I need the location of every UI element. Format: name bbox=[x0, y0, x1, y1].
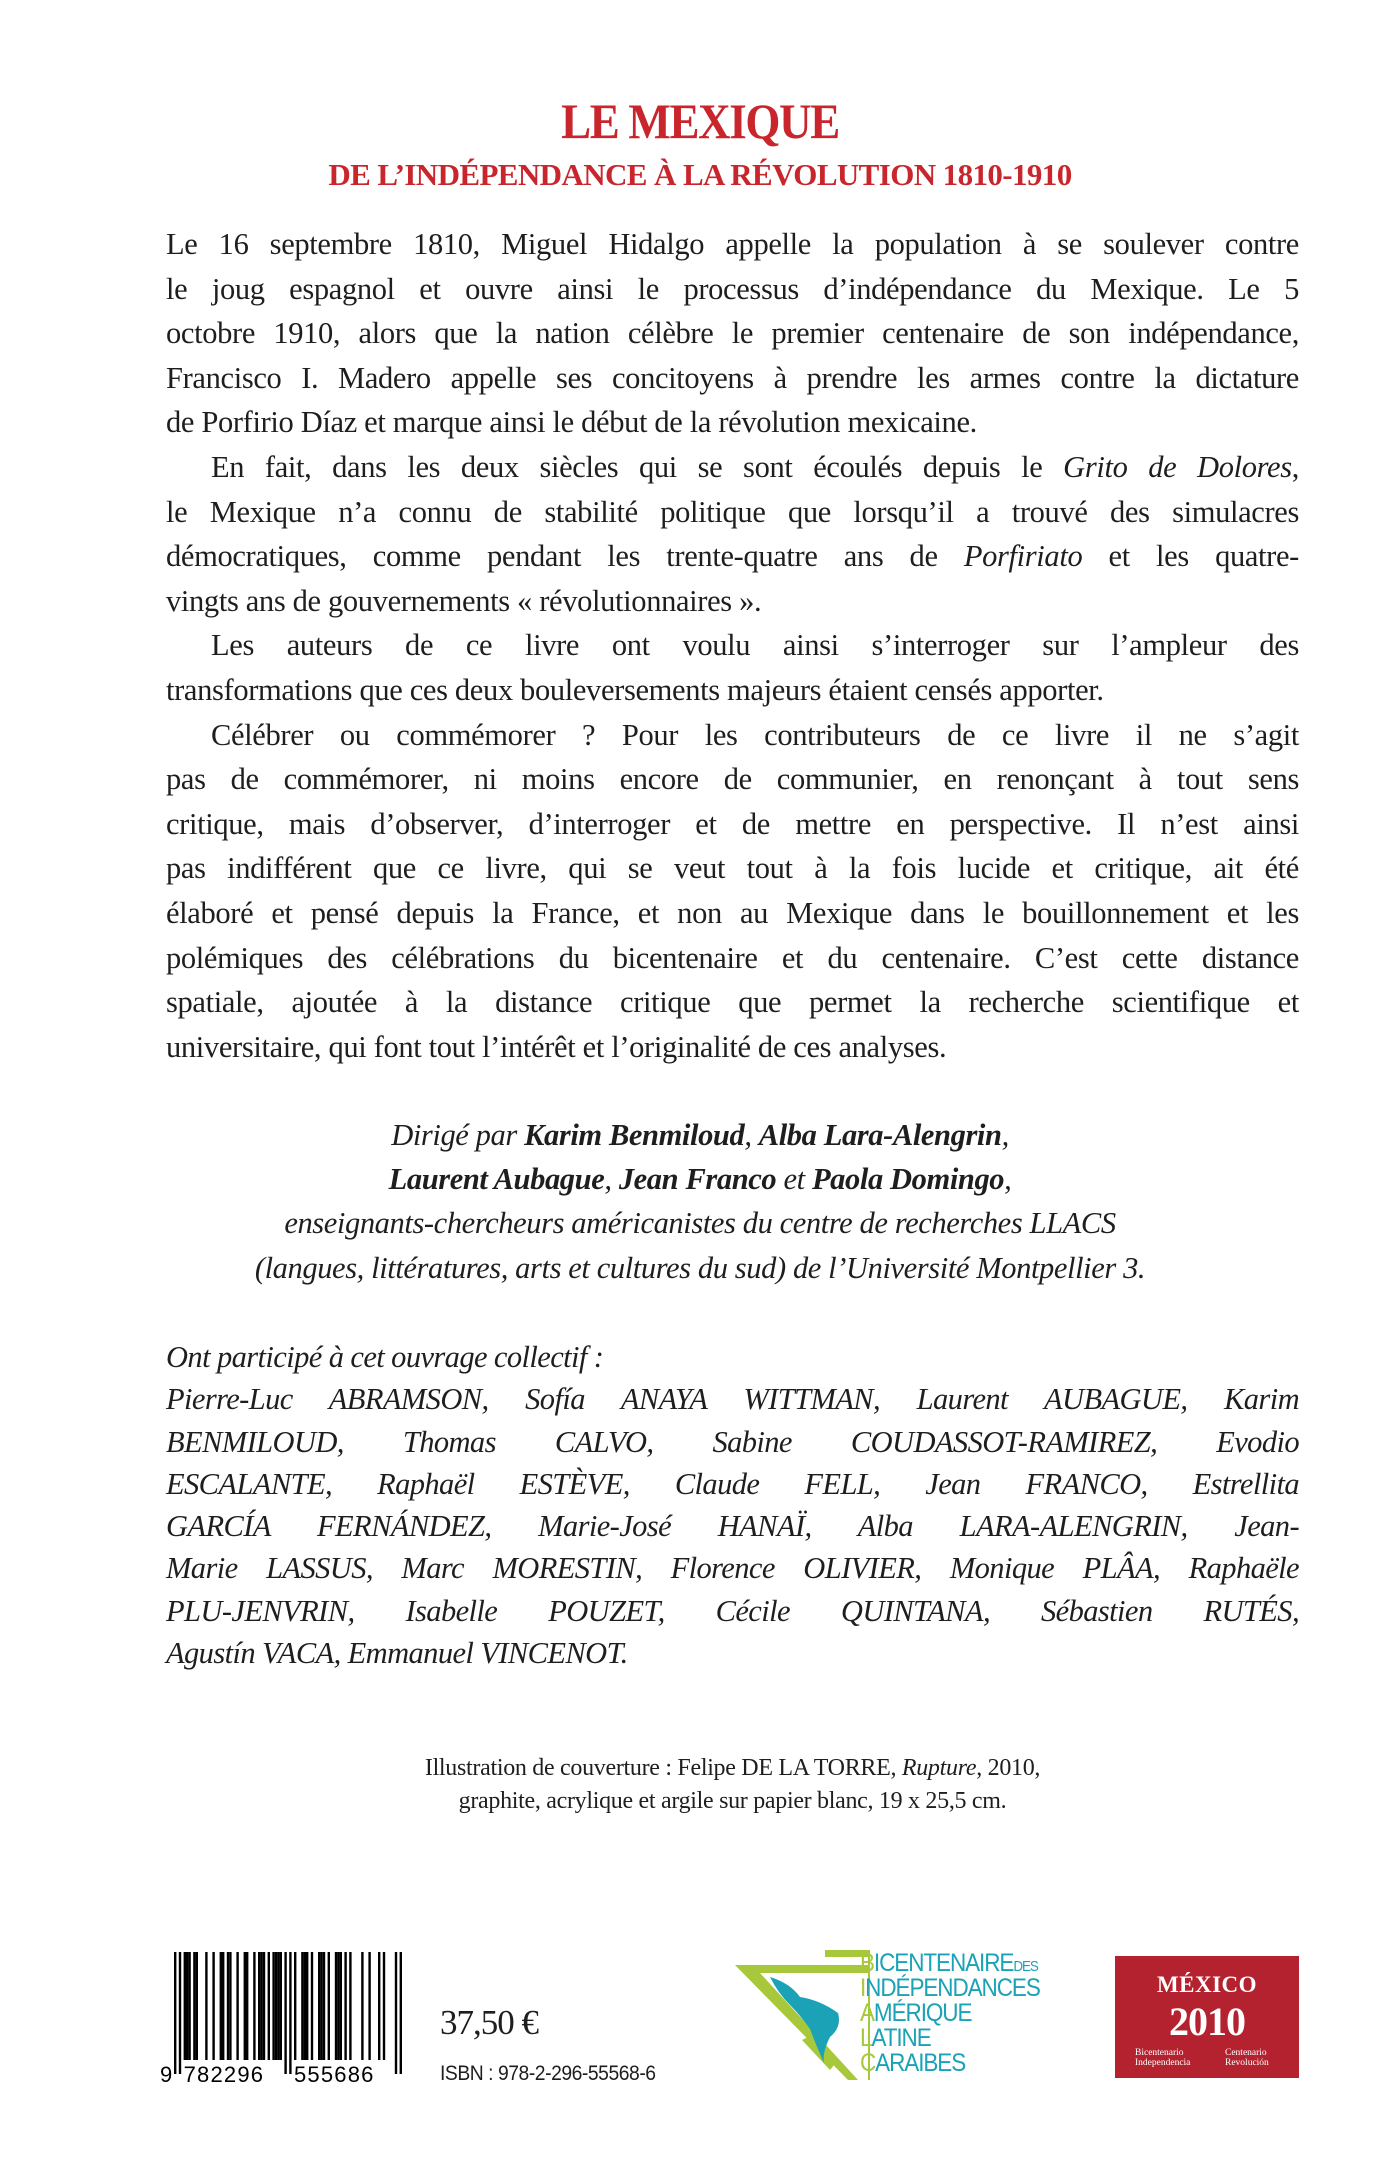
paragraph-line bbox=[166, 936, 1299, 981]
logo-initial: A bbox=[860, 1999, 874, 2027]
barcode-bar bbox=[344, 1952, 346, 2060]
editors-line bbox=[0, 1246, 1400, 1290]
logo-small: DES bbox=[1013, 1958, 1038, 1975]
mexico-logo-left-1: Bicentenario bbox=[1135, 2048, 1184, 2058]
text-run: , bbox=[1291, 449, 1299, 484]
text-run: Dirigé par bbox=[391, 1118, 525, 1152]
paragraph-line bbox=[166, 846, 1299, 891]
mexico-2010-logo bbox=[1115, 1956, 1299, 2078]
barcode-bar bbox=[323, 1952, 325, 2060]
paragraph-line bbox=[166, 267, 1299, 312]
contributors-line bbox=[166, 1421, 1299, 1463]
illustration-line bbox=[0, 1752, 1400, 1785]
mexico-logo-year: 2010 bbox=[1169, 1999, 1245, 2044]
barcode bbox=[160, 1952, 410, 2087]
barcode-bar bbox=[378, 1952, 380, 2060]
text-run: et bbox=[776, 1162, 812, 1197]
logo-word: MÉRIQUE bbox=[873, 1999, 972, 2027]
illustration-credit bbox=[0, 1752, 1400, 1818]
barcode-bar bbox=[335, 1952, 337, 2060]
text-run: Agustín VACA, Emmanuel VINCENOT. bbox=[166, 1636, 628, 1671]
text-run: ESCALANTE, Raphaël ESTÈVE, Claude FELL, Jean FRANCO, Estrellita bbox=[166, 1466, 1299, 1501]
barcode-bar bbox=[361, 1952, 363, 2060]
paragraph-line bbox=[166, 757, 1299, 802]
barcode-bar bbox=[301, 1952, 303, 2060]
mexico-logo-right-2: Revolución bbox=[1225, 2058, 1269, 2068]
contributors-line bbox=[166, 1336, 1299, 1378]
text-run: , bbox=[604, 1162, 619, 1197]
paragraph-line bbox=[166, 445, 1299, 490]
logo-word: NDÉPENDANCES bbox=[865, 1974, 1040, 2002]
bicentenaire-line bbox=[860, 2051, 965, 2079]
text-run: , 2010, bbox=[976, 1755, 1041, 1781]
barcode-bar bbox=[220, 1952, 222, 2060]
paragraph-line bbox=[166, 579, 1299, 624]
contributors-line bbox=[166, 1632, 1299, 1674]
text-run: pas indifférent que ce livre, qui se veut tout à la fois lucide et critique, ait été bbox=[166, 851, 1299, 886]
paragraph-line bbox=[166, 356, 1299, 401]
blurb-text bbox=[166, 222, 1299, 1069]
barcode-bar bbox=[349, 1952, 351, 2060]
barcode-bar bbox=[320, 1952, 322, 2060]
contributors-list bbox=[166, 1336, 1299, 1674]
text-run: graphite, acrylique et argile sur papier blanc, 19 x 25,5 cm. bbox=[458, 1788, 1007, 1814]
text-run: Pierre-Luc ABRAMSON, Sofía ANAYA WITTMAN, Laurent AUBAGUE, Karim bbox=[166, 1382, 1299, 1417]
text-run: de Porfirio Díaz et marque ainsi le début de la révolution mexicaine. bbox=[166, 405, 977, 440]
paragraph-line bbox=[166, 311, 1299, 356]
barcode-bar bbox=[179, 1952, 181, 2074]
barcode-bar bbox=[227, 1952, 229, 2060]
text-run: , bbox=[744, 1118, 759, 1152]
text-run: Le 16 septembre 1810, Miguel Hidalgo appelle la population à se soulever contre bbox=[166, 227, 1299, 261]
text-run: élaboré et pensé depuis la France, et non au Mexique dans le bouillonnement et les bbox=[166, 895, 1299, 930]
book-title: LE MEXIQUE bbox=[561, 93, 839, 149]
barcode-bar bbox=[311, 1952, 313, 2060]
logo-word: ARAIBES bbox=[875, 2049, 966, 2077]
barcode-bar bbox=[196, 1952, 198, 2060]
text-run: Laurent Aubague bbox=[388, 1162, 605, 1197]
text-run: , bbox=[1004, 1162, 1012, 1197]
barcode-bar bbox=[246, 1952, 248, 2060]
text-run: spatiale, ajoutée à la distance critique que permet la recherche scientifique et bbox=[166, 985, 1299, 1020]
barcode-bar bbox=[318, 1952, 320, 2060]
contributors-line bbox=[166, 1547, 1299, 1589]
barcode-digits-left: 782296 bbox=[183, 2062, 265, 2087]
contributors-line bbox=[166, 1505, 1299, 1547]
latin-america-map-icon bbox=[730, 1945, 870, 2085]
text-run: Karim Benmiloud bbox=[524, 1118, 745, 1152]
barcode-bar bbox=[272, 1952, 274, 2060]
barcode-bar bbox=[236, 1952, 238, 2060]
text-run: Marie LASSUS, Marc MORESTIN, Florence OLIVIER, Monique PLÂA, Raphaële bbox=[166, 1551, 1299, 1586]
logo-initial: I bbox=[860, 1974, 866, 2002]
text-run: , bbox=[1001, 1118, 1009, 1152]
barcode-bar bbox=[268, 1952, 270, 2060]
barcode-bar bbox=[244, 1952, 246, 2060]
mexico-logo-name: MÉXICO bbox=[1156, 1972, 1258, 1997]
text-run: polémiques des célébrations du bicentenaire et du centenaire. C’est cette distance bbox=[166, 940, 1299, 975]
text-run: BENMILOUD, Thomas CALVO, Sabine COUDASSOT-RAMIREZ, Evodio bbox=[166, 1424, 1299, 1459]
paragraph-line bbox=[166, 713, 1299, 758]
text-run: transformations que ces deux bouleversements majeurs étaient censés apporter. bbox=[166, 672, 1104, 707]
text-run: Célébrer ou commémorer ? Pour les contributeurs de ce livre il ne s’agit bbox=[211, 717, 1299, 752]
barcode-bar bbox=[258, 1952, 260, 2060]
barcode-bar bbox=[186, 1952, 188, 2060]
text-run: le joug espagnol et ouvre ainsi le processus d’indépendance du Mexique. Le 5 bbox=[166, 271, 1299, 306]
paragraph-line bbox=[166, 623, 1299, 668]
text-run: (langues, littératures, arts et cultures du sud) de l’Université Montpellier 3. bbox=[254, 1250, 1146, 1285]
text-run: Francisco I. Madero appelle ses concitoyens à prendre les armes contre la dictature bbox=[166, 360, 1299, 395]
barcode-bar bbox=[263, 1952, 265, 2060]
price: 37,50 € bbox=[440, 2003, 538, 2042]
barcode-bar bbox=[280, 1952, 282, 2060]
contributors-line bbox=[166, 1463, 1299, 1505]
barcode-bar bbox=[174, 1952, 176, 2074]
text-run: Les auteurs de ce livre ont voulu ainsi s’interroger sur l’ampleur des bbox=[211, 628, 1299, 663]
text-run: PLU-JENVRIN, Isabelle POUZET, Cécile QUINTANA, Sébastien RUTÉS, bbox=[166, 1593, 1299, 1628]
barcode-bar bbox=[188, 1952, 190, 2060]
mexico-logo-right-1: Centenario bbox=[1225, 2048, 1267, 2058]
barcode-bar bbox=[395, 1952, 397, 2074]
paragraph-line bbox=[166, 980, 1299, 1025]
barcode-bar bbox=[205, 1952, 207, 2060]
barcode-bar bbox=[306, 1952, 308, 2060]
text-run: octobre 1910, alors que la nation célèbre le premier centenaire de son indépendance, bbox=[166, 316, 1299, 351]
text-run: universitaire, qui font tout l’intérêt et l’originalité de ces analyses. bbox=[166, 1029, 947, 1064]
text-run: et les quatre- bbox=[1082, 539, 1299, 574]
text-run: Porfiriato bbox=[963, 539, 1083, 574]
logo-word: ATINE bbox=[871, 2024, 931, 2052]
paragraph-line bbox=[166, 400, 1299, 445]
paragraph-line bbox=[166, 534, 1299, 579]
text-run: En fait, dans les deux siècles qui se sont écoulés depuis le bbox=[211, 449, 1064, 484]
text-run: vingts ans de gouvernements « révolutionnaires ». bbox=[166, 583, 762, 618]
barcode-bar bbox=[275, 1952, 277, 2060]
paragraph-line bbox=[166, 891, 1299, 936]
mexico-logo-left-2: Independencia bbox=[1135, 2058, 1191, 2068]
paragraph-line bbox=[166, 668, 1299, 713]
barcode-bar bbox=[284, 1952, 286, 2074]
editors-line bbox=[0, 1201, 1400, 1245]
barcode-bar bbox=[383, 1952, 385, 2060]
text-run: Paola Domingo bbox=[811, 1162, 1005, 1197]
text-run: Alba Lara-Alengrin bbox=[758, 1118, 1002, 1152]
paragraph-line bbox=[166, 222, 1299, 267]
editors-line bbox=[0, 1113, 1400, 1157]
editors-credit bbox=[0, 1113, 1400, 1290]
text-run: Illustration de couverture : Felipe DE LA TORRE, bbox=[424, 1755, 902, 1781]
barcode-bar bbox=[277, 1952, 279, 2060]
barcode-bar bbox=[253, 1952, 255, 2060]
illustration-line bbox=[0, 1785, 1400, 1818]
barcode-bar bbox=[400, 1952, 402, 2074]
text-run: Ont participé à cet ouvrage collectif : bbox=[166, 1340, 604, 1374]
barcode-digit-first: 9 bbox=[160, 2062, 174, 2087]
paragraph-line bbox=[166, 802, 1299, 847]
logo-initial: B bbox=[860, 1949, 874, 1977]
text-run: pas de commémorer, ni moins encore de communier, en renonçant à tout sens bbox=[166, 762, 1299, 797]
barcode-bar bbox=[368, 1952, 370, 2060]
barcode-bar bbox=[289, 1952, 291, 2074]
bicentenaire-logo bbox=[730, 1945, 1080, 2085]
contributors-line bbox=[166, 1378, 1299, 1420]
barcode-bar bbox=[184, 1952, 186, 2060]
paragraph-line bbox=[166, 490, 1299, 535]
logo-initial: L bbox=[860, 2024, 872, 2052]
barcode-bar bbox=[193, 1952, 195, 2060]
barcode-bar bbox=[260, 1952, 262, 2060]
barcode-bar bbox=[304, 1952, 306, 2060]
text-run: enseignants-chercheurs américanistes du centre de recherches LLACS bbox=[284, 1206, 1116, 1241]
text-run: Rupture bbox=[901, 1755, 977, 1781]
text-run: Jean Franco bbox=[618, 1162, 777, 1197]
book-subtitle: DE L’INDÉPENDANCE À LA RÉVOLUTION 1810-1910 bbox=[328, 157, 1072, 192]
text-run: démocratiques, comme pendant les trente-quatre ans de bbox=[166, 539, 964, 574]
barcode-bar bbox=[212, 1952, 214, 2060]
text-run: le Mexique n’a connu de stabilité politique que lorsqu’il a trouvé des simulacres bbox=[166, 494, 1299, 529]
barcode-bar bbox=[222, 1952, 224, 2060]
contributors-line bbox=[166, 1590, 1299, 1632]
paragraph-line bbox=[166, 1025, 1299, 1070]
barcode-bar bbox=[328, 1952, 330, 2060]
barcode-digits-right: 555686 bbox=[294, 2062, 375, 2087]
text-run: GARCÍA FERNÁNDEZ, Marie-José HANAÏ, Alba LARA-ALENGRIN, Jean- bbox=[166, 1509, 1299, 1544]
logo-word: ICENTENAIRE bbox=[873, 1949, 1014, 1977]
text-run: Grito de Dolores bbox=[1063, 449, 1292, 484]
logo-initial: C bbox=[860, 2049, 876, 2077]
isbn: ISBN : 978-2-296-55568-6 bbox=[440, 2062, 656, 2085]
barcode-bar bbox=[229, 1952, 231, 2060]
barcode-bar bbox=[337, 1952, 339, 2060]
barcode-bar bbox=[294, 1952, 296, 2060]
barcode-bar bbox=[340, 1952, 342, 2060]
editors-line bbox=[0, 1157, 1400, 1201]
text-run: critique, mais d’observer, d’interroger et de mettre en perspective. Il n’est ainsi bbox=[166, 806, 1299, 841]
